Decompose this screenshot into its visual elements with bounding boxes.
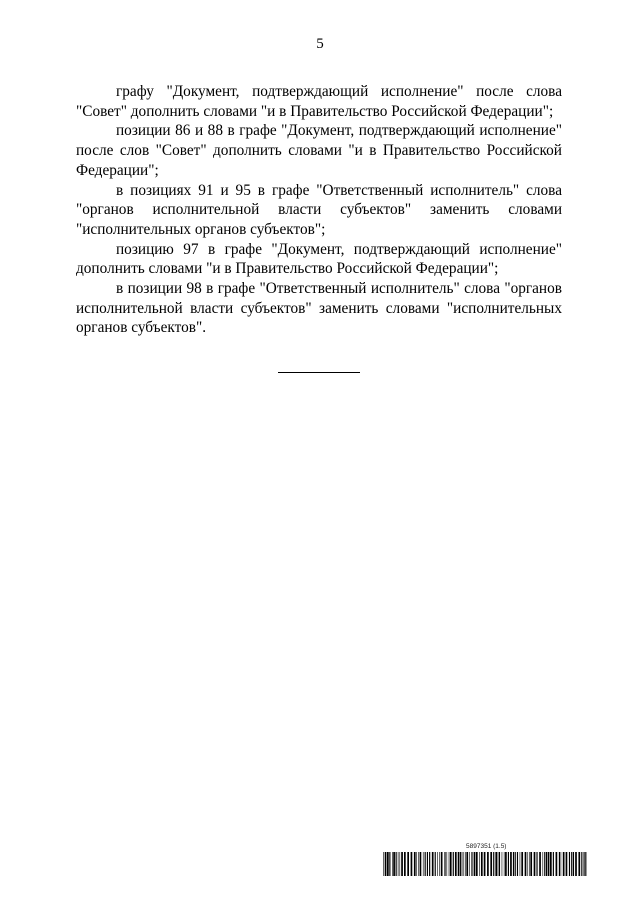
text-line: "органов исполнительной власти субъектов" заменить словами (76, 201, 562, 219)
text-line: после слов "Совет" дополнить словами "и в Правительство Российской (76, 142, 562, 160)
paragraph (76, 82, 562, 121)
document-body (76, 82, 562, 338)
text-line: Федерации"; (76, 161, 159, 179)
text-line: позиции 86 и 88 в графе "Документ, подтверждающий исполнение" (116, 122, 562, 140)
paragraph (76, 181, 562, 240)
text-line: "Совет" дополнить словами "и в Правительство Российской Федерации"; (76, 102, 554, 120)
paragraph (76, 121, 562, 180)
text-line: в позициях 91 и 95 в графе "Ответственный исполнитель" слова (116, 181, 562, 199)
text-line: исполнительной власти субъектов" заменить словами "исполнительных (76, 299, 562, 317)
end-separator-line (278, 372, 360, 373)
barcode-label: 5897351 (1.5) (466, 843, 507, 850)
text-line: органов субъектов". (76, 319, 207, 337)
text-line: в позиции 98 в графе "Ответственный исполнитель" слова "органов (116, 280, 562, 298)
paragraph (76, 279, 562, 338)
text-line: позицию 97 в графе "Документ, подтверждающий исполнение" (116, 240, 562, 258)
text-line: графу "Документ, подтверждающий исполнение" после слова (116, 83, 562, 100)
text-line: дополнить словами "и в Правительство Российской Федерации"; (76, 260, 499, 278)
page-number: 5 (316, 36, 324, 52)
paragraph (76, 240, 562, 279)
barcode-image (383, 852, 588, 876)
text-line: "исполнительных органов субъектов"; (76, 220, 326, 238)
